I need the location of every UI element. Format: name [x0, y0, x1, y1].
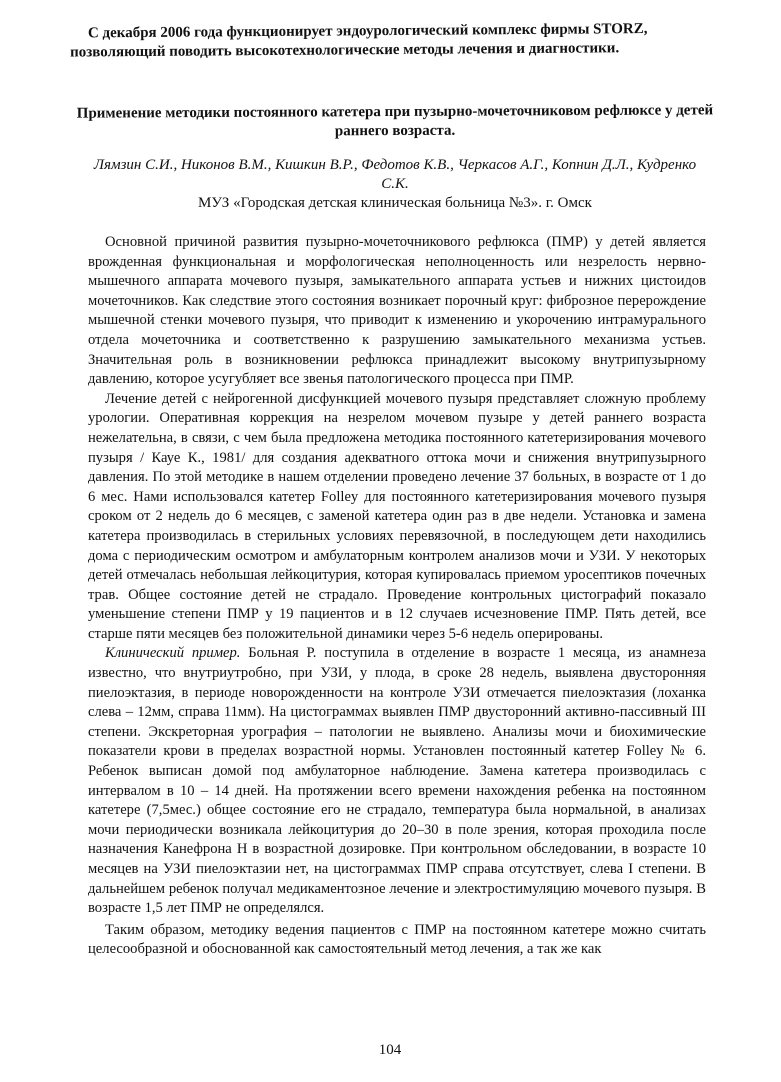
- page-number: 104: [378, 1042, 402, 1058]
- article-title: Применение методики постоянного катетера при пузырно-мочеточниковом рефлюксе у детей раннего возраста.: [76, 102, 714, 140]
- article-body: [88, 233, 706, 960]
- article-affiliation: МУЗ «Городская детская клиническая больница №3». г. Омск: [198, 195, 592, 211]
- body-paragraph-1: Основной причиной развития пузырно-мочеточникового рефлюкса (ПМР) у детей является врожденная функциональная и морфологическая неполноценность или незрелость нервно-мышечного аппарата мочевого пузыря, замыкательного аппарата устьев и нижних цистоидов мочеточников. Как следствие этого состояния возникает порочный круг: фиброзное перерождение мышечной стенки мочевого пузыря, что приводит к изменению и укорочению интрамурального отдела мочеточника и соответственно к разрушению замыкательного механизма устьев. Значительная роль в возникновении рефлюкса принадлежит высокому внутрипузырному давлению, которое усугубляет все звенья патологического процесса при ПМР.: [88, 234, 706, 388]
- equipment-notice: С декабря 2006 года функционирует эндоурологический комплекс фирмы STORZ, позволяющий поводить высокотехнологические методы лечения и диагностики.: [70, 21, 648, 61]
- case-example-label: Клинический пример.: [105, 645, 241, 662]
- body-paragraph-4: Таким образом, методику ведения пациентов с ПМР на постоянном катетере можно считать целесообразной и обоснованной как самостоятельный метод лечения, а так же как: [88, 921, 706, 958]
- case-example-text: Больная Р. поступила в отделение в возрасте 1 месяца, из анамнеза известно, что внутриутробно, при УЗИ, у плода, в сроке 28 недель, выявлена двусторонняя пиелоэктазия, в периоде новорожденности на контроле УЗИ отмечается пиелоэктазия (лоханка слева – 12мм, справа 11мм). На цистограммах выявлен ПМР двусторонний активно-пассивный III степени. Экскреторная урография – патологии не выявлено. Анализы мочи и биохимические показатели крови в пределах возрастной нормы. Установлен постоянный катетер Folley № 6. Ребенок выписан домой под амбулаторное наблюдение. Замена катетера производилась с интервалом в 10 – 14 дней. На протяжении всего времени нахождения ребенка на постоянном катетере (7,5мес.) общее состояние его не страдало, температура была нормальной, в анализах мочи периодически возникала лейкоцитурия до 20–30 в поле зрения, которая проходила после назначения Канефрона Н в возрастной дозировке. При контрольном обследовании, в возрасте 10 месяцев на УЗИ пиелоэктазии нет, на цистограммах ПМР справа отсутствует, слева I степени. В дальнейшем ребенок получал медикаментозное лечение и электростимуляцию мочевого пузыря. В возрасте 1,5 лет ПМР не определялся.: [88, 645, 706, 917]
- body-paragraph-2: Лечение детей с нейрогенной дисфункцией мочевого пузыря представляет сложную проблему урологии. Оперативная коррекция на незрелом мочевом пузыре у детей раннего возраста нежелательна, в связи, с чем была предложена методика постоянного катетеризирования мочевого пузыря / Кауе К., 1981/ для создания адекватного оттока мочи и снижения внутрипузырного давления. По этой методике в нашем отделении проведено лечение 37 больных, в возрасте от 1 до 6 мес. Нами использовался катетер Folley для постоянного катетеризирования мочевого пузыря сроком от 2 недель до 6 месяцев, с заменой катетера один раз в две недели. Установка и замена катетера производилась в стерильных условиях перевязочной, в последующем дети находились дома с периодическим осмотром и амбулаторным контролем анализов мочи и УЗИ. У некоторых детей отмечалась небольшая лейкоцитурия, которая купировалась приемом уросептиков почечных трав. Общее состояние детей не страдало. Проведение контрольных цистографий показало уменьшение степени ПМР у 19 пациентов и в 12 случаев исчезновение ПМР. Пять детей, все старше пяти месяцев без положительной динамики через 5-6 недель оперированы.: [88, 390, 706, 642]
- body-paragraph-3: [88, 644, 706, 918]
- article-authors: Лямзин С.И., Никонов В.М., Кишкин В.Р., Федотов К.В., Черкасов А.Г., Копнин Д.Л., Кудренко С.К.: [93, 157, 697, 192]
